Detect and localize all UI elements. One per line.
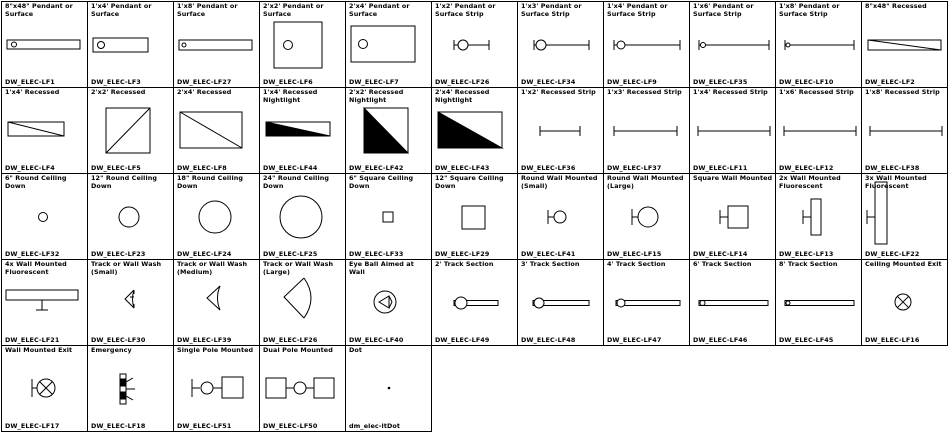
symbol-cell-square-6[interactable] (345, 173, 432, 260)
symbol-cell-strip-1x4[interactable] (603, 1, 690, 88)
recessed-2x2-stroke-1 (106, 108, 150, 153)
symbol-code: DW_ELEC-LF9 (607, 77, 657, 86)
wall-fluor-2x-stroke-2 (811, 199, 821, 235)
symbol-cell-round-18[interactable] (173, 173, 260, 260)
symbol-cell-exit-ceiling[interactable] (861, 259, 948, 346)
symbol-title: 1'x3' Pendant or Surface Strip (521, 2, 582, 18)
symbol-code: DW_ELEC-LF1 (5, 77, 55, 86)
symbol-code: DW_ELEC-LF3 (91, 77, 141, 86)
emergency-stroke-6 (121, 392, 125, 399)
exit-ceiling-icon (862, 260, 948, 346)
recessed-8x48-stroke-1 (868, 40, 941, 50)
symbol-cell-rstrip-1x2[interactable] (517, 87, 604, 174)
symbol-code: DW_ELEC-LF43 (435, 163, 490, 172)
track-2-icon (432, 260, 518, 346)
symbol-cell-strip-1x6[interactable] (689, 1, 776, 88)
symbol-title: 1'x8' Recessed Strip (865, 88, 940, 96)
track-4-stroke-0 (616, 301, 680, 306)
pole-single-icon (174, 346, 260, 432)
pendant-1x8-stroke-0 (179, 40, 252, 50)
strip-1x8-stroke-1 (786, 43, 790, 47)
symbol-title: 1'x4' Recessed (5, 88, 60, 96)
symbol-cell-round-6[interactable] (1, 173, 88, 260)
round-24-stroke-0 (280, 196, 322, 238)
wash-medium-stroke-0 (207, 286, 220, 310)
dot-stroke-0 (388, 387, 390, 389)
symbol-code: DW_ELEC-LF47 (607, 335, 662, 344)
symbol-title: 4' Track Section (607, 260, 666, 268)
strip-1x6-stroke-1 (701, 43, 706, 48)
exit-wall-icon (2, 346, 88, 432)
symbol-title: 1'x6' Pendant or Surface Strip (693, 2, 754, 18)
symbol-cell-wash-large[interactable] (259, 259, 346, 346)
symbol-title: Track or Wall Wash (Small) (91, 260, 162, 276)
eyeball-stroke-0 (374, 291, 396, 313)
symbol-cell-strip-1x3[interactable] (517, 1, 604, 88)
track-6-stroke-0 (699, 301, 768, 306)
symbol-cell-dot[interactable] (345, 345, 432, 432)
symbol-code: DW_ELEC-LF10 (779, 77, 834, 86)
symbol-cell-pole-single[interactable] (173, 345, 260, 432)
pole-single-stroke-2 (201, 382, 213, 394)
symbol-title: 1'x4' Recessed Nightlight (263, 88, 318, 104)
symbol-title: 12" Square Ceiling Down (435, 174, 504, 190)
symbol-code: DW_ELEC-LF16 (865, 335, 920, 344)
symbol-code: DW_ELEC-LF2 (865, 77, 915, 86)
symbol-code: DW_ELEC-LF42 (349, 163, 404, 172)
symbol-cell-wash-small[interactable] (87, 259, 174, 346)
symbol-code: DW_ELEC-LF8 (177, 163, 227, 172)
nightlight-2x4-stroke-1 (438, 112, 502, 148)
symbol-cell-nightlight-2x2[interactable] (345, 87, 432, 174)
symbol-cell-rstrip-1x3[interactable] (603, 87, 690, 174)
symbol-cell-pendant-1x8[interactable] (173, 1, 260, 88)
symbol-code: DW_ELEC-LF17 (5, 421, 60, 430)
track-6-icon (690, 260, 776, 346)
symbol-code: DW_ELEC-LF27 (177, 77, 232, 86)
emergency-icon (88, 346, 174, 432)
symbol-code: DW_ELEC-LF40 (349, 335, 404, 344)
symbol-cell-square-wall[interactable] (689, 173, 776, 260)
symbol-code: DW_ELEC-LF44 (263, 163, 318, 172)
track-3-icon (518, 260, 604, 346)
symbol-code: DW_ELEC-LF21 (5, 335, 60, 344)
symbol-title: Track or Wall Wash (Large) (263, 260, 334, 276)
symbol-code: DW_ELEC-LF4 (5, 163, 55, 172)
symbol-title: 2'x2' Pendant or Surface (263, 2, 324, 18)
nightlight-1x4-stroke-1 (266, 122, 330, 136)
dot-icon (346, 346, 432, 432)
symbol-cell-round-wall-small[interactable] (517, 173, 604, 260)
pendant-2x2-stroke-0 (274, 22, 322, 68)
symbol-cell-rstrip-1x4[interactable] (689, 87, 776, 174)
track-8-stroke-1 (786, 301, 790, 305)
symbol-code: DW_ELEC-LF46 (693, 335, 748, 344)
symbol-title: 3' Track Section (521, 260, 580, 268)
symbol-title: 6" Square Ceiling Down (349, 174, 414, 190)
symbol-title: 1'x8' Pendant or Surface Strip (779, 2, 840, 18)
symbol-title: 6" Round Ceiling Down (5, 174, 67, 190)
symbol-code: DW_ELEC-LF32 (5, 249, 60, 258)
symbol-cell-round-12[interactable] (87, 173, 174, 260)
emergency-stroke-2 (126, 396, 133, 400)
track-2-stroke-1 (455, 297, 467, 309)
symbol-title: Square Wall Mounted (693, 174, 773, 182)
wall-fluor-3x-stroke-2 (875, 182, 887, 244)
symbol-cell-track-2[interactable] (431, 259, 518, 346)
symbol-code: DW_ELEC-LF14 (693, 249, 748, 258)
pendant-1x8-stroke-1 (182, 43, 186, 47)
symbol-cell-pendant-1x4[interactable] (87, 1, 174, 88)
pole-dual-icon (260, 346, 346, 432)
symbol-code: DW_ELEC-LF6 (263, 77, 313, 86)
symbol-code: DW_ELEC-LF35 (693, 77, 748, 86)
track-3-stroke-1 (534, 298, 544, 308)
symbol-code: DW_ELEC-LF34 (521, 77, 576, 86)
symbol-title: 8' Track Section (779, 260, 838, 268)
symbol-code: DW_ELEC-LF13 (779, 249, 834, 258)
pendant-2x4-stroke-0 (351, 26, 415, 62)
symbol-title: 1'x6' Recessed Strip (779, 88, 854, 96)
symbol-code: DW_ELEC-LF30 (91, 335, 146, 344)
symbol-cell-nightlight-2x4[interactable] (431, 87, 518, 174)
square-wall-stroke-2 (728, 206, 748, 228)
wall-fluor-4x-stroke-0 (6, 290, 78, 300)
symbol-cell-round-wall-large[interactable] (603, 173, 690, 260)
round-wall-small-stroke-2 (554, 211, 566, 223)
track-8-stroke-0 (785, 301, 854, 306)
track-4-icon (604, 260, 690, 346)
pole-dual-stroke-0 (266, 378, 286, 398)
rstrip-1x3-icon (604, 88, 690, 174)
symbol-code: DW_ELEC-LF48 (521, 335, 576, 344)
symbol-title: 2'x2' Recessed (91, 88, 146, 96)
symbol-code: DW_ELEC-LF51 (177, 421, 232, 430)
pendant-1x4-stroke-1 (98, 42, 105, 49)
symbol-cell-recessed-8x48[interactable] (861, 1, 948, 88)
symbol-title: 2'x4' Recessed (177, 88, 232, 96)
symbol-title: 1'x4' Pendant or Surface Strip (607, 2, 668, 18)
symbol-code: DW_ELEC-LF11 (693, 163, 748, 172)
symbol-title: Dual Pole Mounted (263, 346, 333, 354)
recessed-1x4-icon (2, 88, 88, 174)
pendant-2x2-stroke-1 (284, 41, 293, 50)
symbol-title: 24" Round Ceiling Down (263, 174, 330, 190)
symbol-code: DW_ELEC-LF5 (91, 163, 141, 172)
symbol-title: 18" Round Ceiling Down (177, 174, 244, 190)
symbol-cell-strip-1x2[interactable] (431, 1, 518, 88)
symbol-title: 8"x48" Pendant or Surface (5, 2, 73, 18)
pendant-2x4-stroke-1 (359, 40, 368, 49)
symbol-cell-track-8[interactable] (775, 259, 862, 346)
wash-large-stroke-0 (284, 278, 304, 318)
rstrip-1x4-icon (690, 88, 776, 174)
recessed-2x2-icon (88, 88, 174, 174)
wash-large-stroke-1 (304, 278, 311, 318)
symbol-title: 3x Wall Mounted Fluorescent (865, 174, 927, 190)
track-4-stroke-1 (617, 299, 625, 307)
symbol-title: 4x Wall Mounted Fluorescent (5, 260, 67, 276)
symbol-code: DW_ELEC-LF37 (607, 163, 662, 172)
symbol-title: 2'x2' Recessed Nightlight (349, 88, 404, 104)
recessed-2x4-stroke-1 (180, 112, 242, 148)
symbol-code: DW_ELEC-LF25 (263, 249, 318, 258)
symbol-title: 12" Round Ceiling Down (91, 174, 158, 190)
symbol-code: DW_ELEC-LF49 (435, 335, 490, 344)
symbol-cell-nightlight-1x4[interactable] (259, 87, 346, 174)
pole-dual-stroke-4 (314, 378, 334, 398)
symbol-cell-track-4[interactable] (603, 259, 690, 346)
symbol-cell-emergency[interactable] (87, 345, 174, 432)
strip-1x3-stroke-1 (536, 40, 546, 50)
symbol-cell-strip-1x8[interactable] (775, 1, 862, 88)
track-8-icon (776, 260, 862, 346)
pendant-8x48-stroke-0 (7, 40, 80, 49)
round-wall-large-stroke-2 (638, 207, 658, 227)
symbol-cell-recessed-2x2[interactable] (87, 87, 174, 174)
symbol-cell-pendant-2x4[interactable] (345, 1, 432, 88)
symbol-code: DW_ELEC-LF12 (779, 163, 834, 172)
symbol-cell-wall-fluor-3x[interactable] (861, 173, 948, 260)
round-18-stroke-0 (199, 201, 231, 233)
pole-single-stroke-4 (222, 377, 243, 398)
symbol-code: DW_ELEC-LF22 (865, 249, 920, 258)
symbol-title: Track or Wall Wash (Medium) (177, 260, 248, 276)
symbol-cell-pole-dual[interactable] (259, 345, 346, 432)
symbol-cell-wall-fluor-2x[interactable] (775, 173, 862, 260)
rstrip-1x2-icon (518, 88, 604, 174)
symbol-code: DW_ELEC-LF26 (263, 335, 318, 344)
symbol-cell-pendant-2x2[interactable] (259, 1, 346, 88)
symbol-code: DW_ELEC-LF23 (91, 249, 146, 258)
emergency-stroke-5 (121, 379, 125, 386)
symbol-cell-pendant-8x48[interactable] (1, 1, 88, 88)
symbol-code: DW_ELEC-LF7 (349, 77, 399, 86)
symbol-code: DW_ELEC-LF29 (435, 249, 490, 258)
symbol-title: 1'x2' Pendant or Surface Strip (435, 2, 496, 18)
symbol-title: 1'x2' Recessed Strip (521, 88, 596, 96)
round-12-stroke-0 (119, 207, 139, 227)
symbol-code: dm_elec-ltDot (349, 421, 401, 430)
symbol-cell-square-12[interactable] (431, 173, 518, 260)
eyeball-stroke-1 (379, 296, 389, 308)
symbol-title: Emergency (91, 346, 132, 354)
symbol-cell-rstrip-1x6[interactable] (775, 87, 862, 174)
recessed-2x4-icon (174, 88, 260, 174)
track-6-stroke-1 (700, 301, 705, 306)
symbol-title: 6' Track Section (693, 260, 752, 268)
rstrip-1x6-icon (776, 88, 862, 174)
symbol-title: Single Pole Mounted (177, 346, 254, 354)
square-wall-icon (690, 174, 776, 260)
square-12-stroke-0 (462, 206, 485, 229)
symbol-cell-wash-medium[interactable] (173, 259, 260, 346)
symbol-code: DW_ELEC-LF18 (91, 421, 146, 430)
nightlight-2x2-stroke-1 (364, 108, 408, 153)
square-6-stroke-0 (383, 212, 393, 222)
symbol-cell-track-3[interactable] (517, 259, 604, 346)
pendant-1x4-stroke-0 (93, 38, 148, 52)
symbol-code: DW_ELEC-LF26 (435, 77, 490, 86)
symbol-code: DW_ELEC-LF33 (349, 249, 404, 258)
wash-medium-stroke-1 (218, 286, 221, 310)
symbol-code: DW_ELEC-LF38 (865, 163, 920, 172)
symbol-title: 2' Track Section (435, 260, 494, 268)
symbol-title: Wall Mounted Exit (5, 346, 73, 354)
recessed-1x4-stroke-1 (8, 122, 64, 136)
symbol-title: Eye Ball Aimed at Wall (349, 260, 414, 276)
symbol-code: DW_ELEC-LF45 (779, 335, 834, 344)
symbol-title: 2'x4' Recessed Nightlight (435, 88, 490, 104)
symbol-title: 2'x4' Pendant or Surface (349, 2, 410, 18)
symbol-code: DW_ELEC-LF50 (263, 421, 318, 430)
symbol-title: Ceiling Mounted Exit (865, 260, 942, 268)
recessed-8x48-icon (862, 2, 948, 88)
symbol-code: DW_ELEC-LF24 (177, 249, 232, 258)
rstrip-1x8-icon (862, 88, 948, 174)
symbol-title: Round Wall Mounted (Small) (521, 174, 598, 190)
round-6-stroke-0 (39, 213, 48, 222)
symbol-title: 1'x3' Recessed Strip (607, 88, 682, 96)
symbol-title: 1'x8' Pendant or Surface (177, 2, 238, 18)
symbol-title: Dot (349, 346, 363, 354)
symbol-cell-wall-fluor-4x[interactable] (1, 259, 88, 346)
symbol-title: Round Wall Mounted (Large) (607, 174, 684, 190)
symbol-cell-rstrip-1x8[interactable] (861, 87, 948, 174)
symbol-code: DW_ELEC-LF41 (521, 249, 576, 258)
strip-1x2-stroke-1 (458, 40, 468, 50)
symbol-cell-exit-wall[interactable] (1, 345, 88, 432)
symbol-code: DW_ELEC-LF15 (607, 249, 662, 258)
symbol-cell-recessed-2x4[interactable] (173, 87, 260, 174)
symbol-title: 8"x48" Recessed (865, 2, 927, 10)
symbol-title: 1'x4' Pendant or Surface (91, 2, 152, 18)
pendant-8x48-stroke-1 (12, 42, 17, 47)
symbol-code: DW_ELEC-LF36 (521, 163, 576, 172)
symbol-title: 1'x4' Recessed Strip (693, 88, 768, 96)
pole-dual-stroke-2 (294, 382, 306, 394)
symbol-title: 2x Wall Mounted Fluorescent (779, 174, 841, 190)
symbol-cell-round-24[interactable] (259, 173, 346, 260)
emergency-stroke-1 (126, 378, 133, 382)
symbol-cell-track-6[interactable] (689, 259, 776, 346)
strip-1x4-stroke-1 (617, 41, 625, 49)
symbol-cell-recessed-1x4[interactable] (1, 87, 88, 174)
symbol-code: DW_ELEC-LF39 (177, 335, 232, 344)
symbol-cell-eyeball[interactable] (345, 259, 432, 346)
